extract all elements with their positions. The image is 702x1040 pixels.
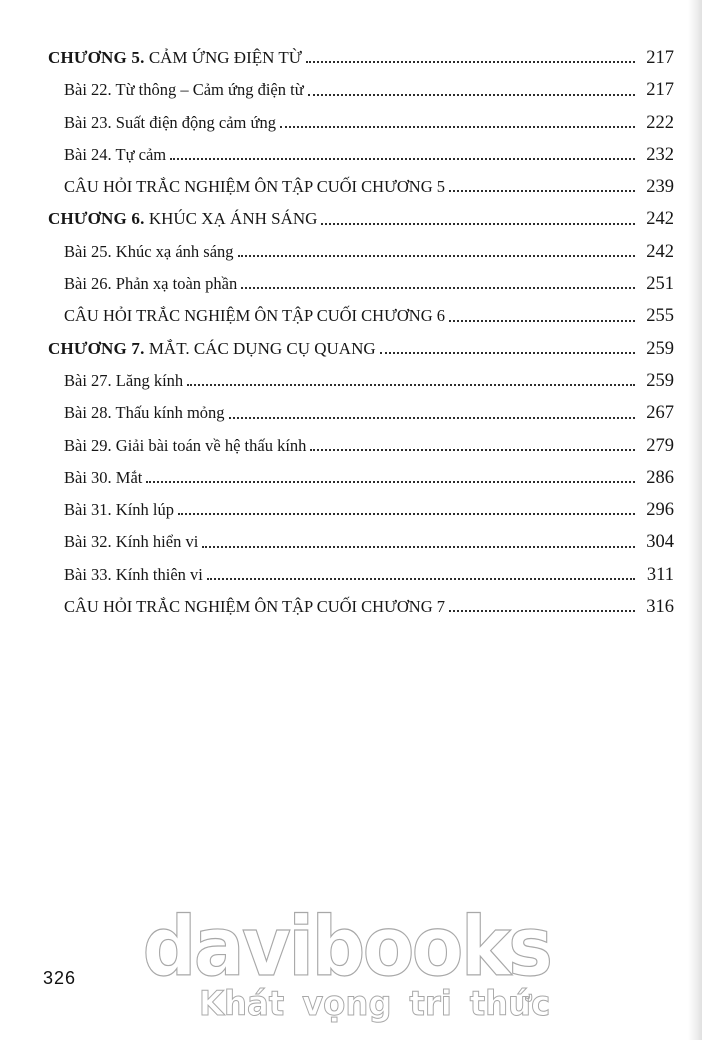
toc-entry-label <box>64 397 225 429</box>
toc-entry-title: Bài 22. Từ thông – Cảm ứng điện từ <box>64 80 304 100</box>
toc-entry-label <box>64 526 198 558</box>
toc-chapter-prefix: CHƯƠNG 6. <box>48 209 145 229</box>
toc-entry-label <box>64 494 174 526</box>
toc-entry-title: Bài 26. Phản xạ toàn phần <box>64 274 238 294</box>
toc-entry-label <box>64 559 203 591</box>
toc-entry-title: CÂU HỎI TRẮC NGHIỆM ÔN TẬP CUỐI CHƯƠNG 5 <box>64 177 446 197</box>
toc-entry-label <box>64 430 306 462</box>
toc-entry <box>64 300 674 332</box>
toc-entry-page: 239 <box>646 177 674 198</box>
toc-entry-label <box>64 300 445 332</box>
toc-entry-page: 311 <box>646 564 674 585</box>
toc-entry-page: 217 <box>646 48 674 68</box>
toc-entry-title: Bài 30. Mắt <box>64 467 143 487</box>
toc-leader-dots <box>238 255 635 257</box>
toc-leader-dots <box>241 287 635 289</box>
toc-entry-page: 316 <box>646 597 674 618</box>
toc-entry-title: KHÚC XẠ ÁNH SÁNG <box>148 209 318 229</box>
toc-leader-dots <box>449 610 635 612</box>
toc-entry-label <box>64 591 445 623</box>
toc-entry-page: 267 <box>646 403 674 424</box>
toc-entry-page: 242 <box>646 241 674 262</box>
toc-entry-page: 286 <box>646 467 674 488</box>
toc-entry-title: Bài 33. Kính thiên vi <box>64 564 203 584</box>
toc-entry <box>64 591 674 623</box>
toc-leader-dots <box>306 61 635 63</box>
toc-entry <box>64 494 674 526</box>
toc-entry-title: CÂU HỎI TRẮC NGHIỆM ÔN TẬP CUỐI CHƯƠNG 6 <box>64 306 446 326</box>
toc-entry <box>64 365 674 397</box>
toc-leader-dots <box>202 546 635 548</box>
toc-entry-label <box>64 268 237 300</box>
toc-leader-dots <box>207 578 635 580</box>
toc-entry-label <box>64 107 276 139</box>
toc-entry-title: Bài 31. Kính lúp <box>64 500 174 520</box>
toc-entry-page: 279 <box>646 435 674 456</box>
toc-entry <box>64 397 674 429</box>
toc-leader-dots <box>170 158 635 160</box>
toc-entry <box>64 430 674 462</box>
toc-leader-dots <box>380 352 635 354</box>
toc-entry-label <box>64 171 445 203</box>
publisher-watermark <box>107 900 550 1024</box>
toc-list <box>0 42 702 623</box>
toc-entry-label <box>64 365 183 397</box>
toc-entry-title: Bài 25. Khúc xạ ánh sáng <box>64 241 234 261</box>
watermark-brand-text: davibooks <box>142 900 550 995</box>
toc-entry-title: Bài 29. Giải bài toán về hệ thấu kính <box>64 435 307 455</box>
toc-entry <box>64 107 674 139</box>
toc-entry-label <box>64 462 142 494</box>
toc-entry-page: 217 <box>646 80 674 101</box>
toc-entry-page: 296 <box>646 500 674 521</box>
toc-entry-label <box>64 236 234 268</box>
toc-entry-label <box>64 74 304 106</box>
toc-entry-label <box>48 333 376 365</box>
toc-leader-dots <box>178 513 635 515</box>
toc-leader-dots <box>308 94 635 96</box>
toc-entry <box>64 171 674 203</box>
toc-entry <box>64 462 674 494</box>
toc-entry <box>48 333 674 365</box>
toc-leader-dots <box>449 320 635 322</box>
toc-entry <box>64 236 674 268</box>
toc-entry <box>64 559 674 591</box>
toc-entry-title: CÂU HỎI TRẮC NGHIỆM ÔN TẬP CUỐI CHƯƠNG 7 <box>64 597 446 617</box>
toc-chapter-prefix: CHƯƠNG 7. <box>48 338 145 358</box>
toc-entry-page: 259 <box>646 338 674 359</box>
toc-entry-page: 242 <box>646 209 674 230</box>
toc-leader-dots <box>280 126 635 128</box>
toc-entry-title: Bài 27. Lăng kính <box>64 370 184 390</box>
page-number: 326 <box>43 968 77 988</box>
toc-leader-dots <box>321 223 635 225</box>
watermark-slogan-text: Khát vọng tri thức <box>198 984 550 1024</box>
toc-entry-title: MẮT. CÁC DỤNG CỤ QUANG <box>148 338 376 358</box>
toc-entry-label <box>48 42 302 74</box>
toc-leader-dots <box>449 190 635 192</box>
toc-entry-page: 232 <box>646 144 674 165</box>
toc-entry <box>64 139 674 171</box>
toc-entry-title: Bài 24. Tự cảm <box>64 144 167 164</box>
toc-entry-page: 255 <box>646 306 674 327</box>
toc-entry-label <box>48 203 317 235</box>
toc-entry <box>64 268 674 300</box>
toc-entry-title: CẢM ỨNG ĐIỆN TỪ <box>148 48 302 67</box>
toc-entry-title: Bài 28. Thấu kính mỏng <box>64 403 225 423</box>
toc-leader-dots <box>229 417 635 419</box>
toc-entry <box>48 42 674 74</box>
toc-entry <box>64 74 674 106</box>
toc-chapter-prefix: CHƯƠNG 5. <box>48 48 145 67</box>
toc-entry-label <box>64 139 166 171</box>
toc-leader-dots <box>187 384 635 386</box>
toc-entry-page: 222 <box>646 112 674 133</box>
toc-entry-page: 259 <box>646 370 674 391</box>
toc-entry-page: 251 <box>646 274 674 295</box>
toc-entry-title: Bài 32. Kính hiển vi <box>64 532 199 552</box>
toc-leader-dots <box>146 481 635 483</box>
toc-entry-page: 304 <box>646 532 674 553</box>
toc-entry-title: Bài 23. Suất điện động cảm ứng <box>64 112 276 132</box>
toc-entry <box>48 203 674 235</box>
toc-leader-dots <box>310 449 635 451</box>
toc-entry <box>64 526 674 558</box>
